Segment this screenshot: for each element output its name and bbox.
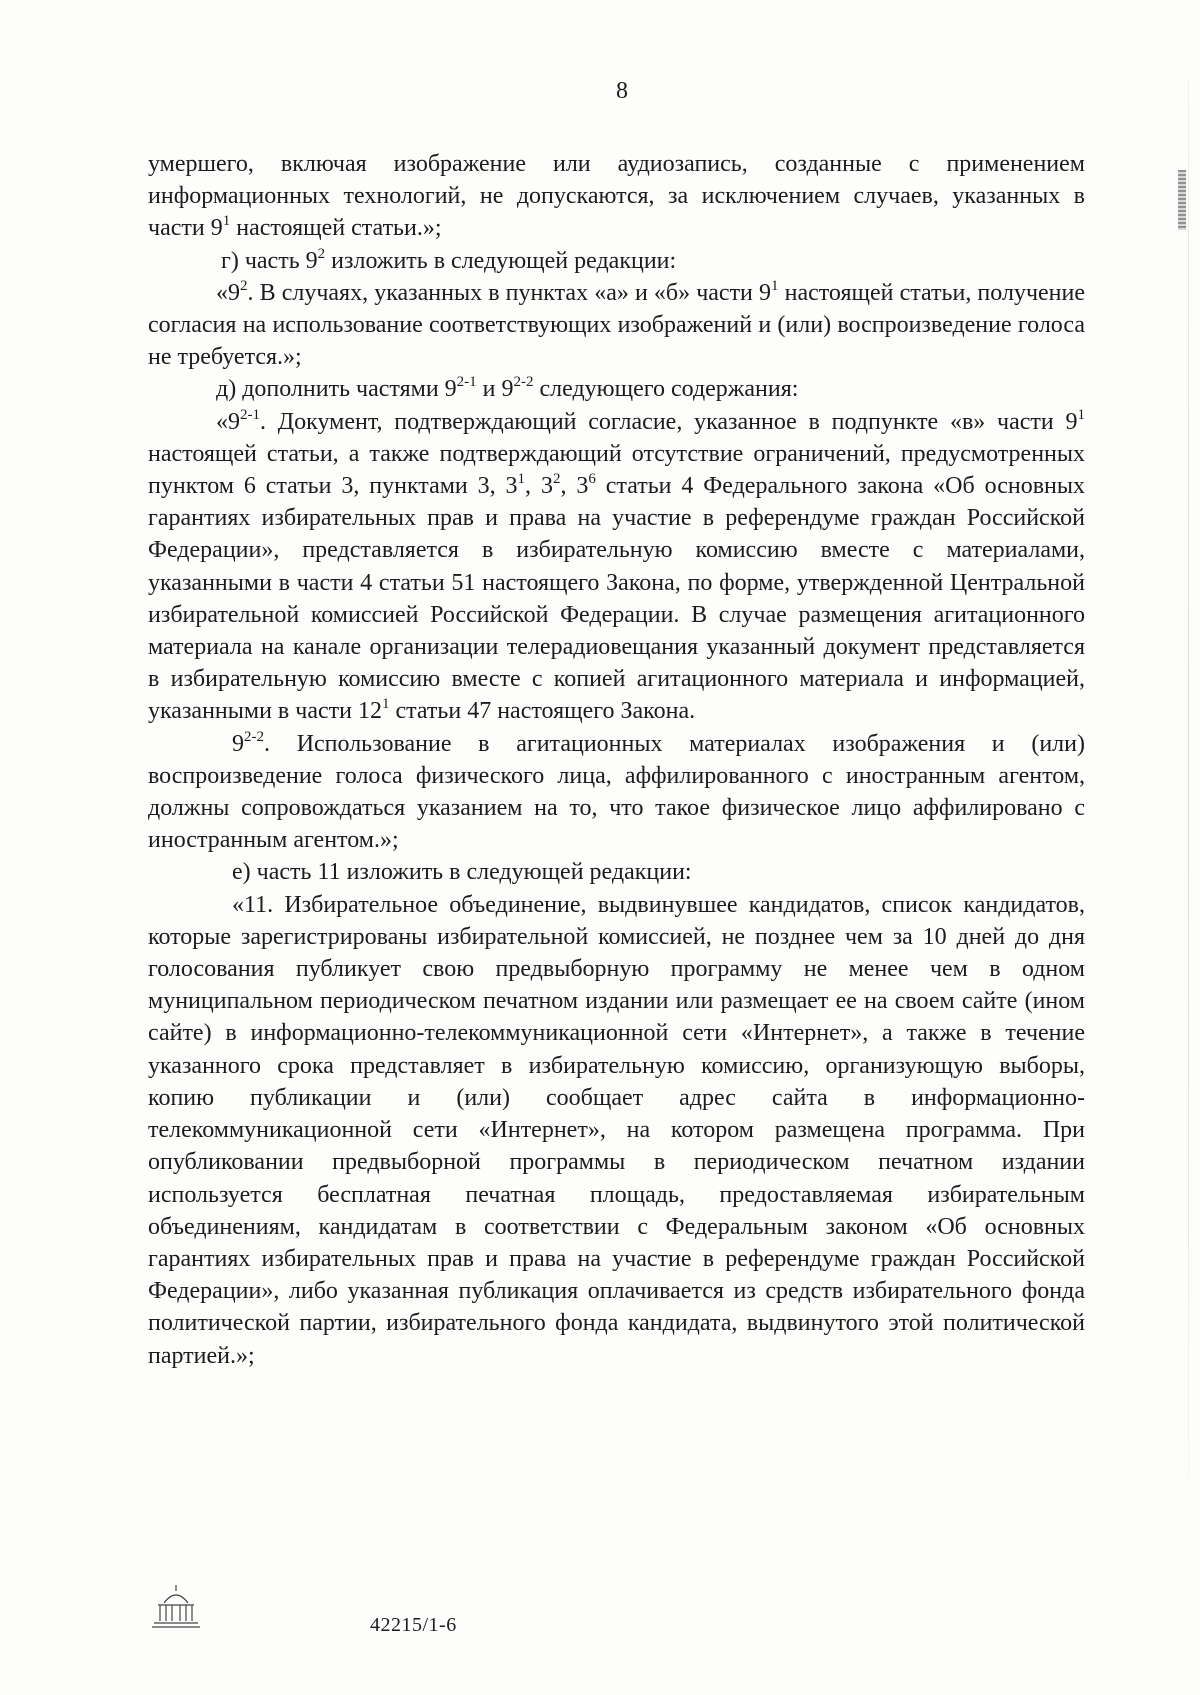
page-number: 8: [616, 78, 628, 104]
document-body: [148, 148, 1085, 1372]
scan-artifact: [1178, 170, 1186, 230]
paragraph-part-9-2-1: «9$^{2-1}$. Документ, подтверждающий согласие, указанное в подпункте «в» части $9^1$ настоящей статьи, а также подтверждающий отсутствие ограничений, предусмотренных пунктом 6 статьи 3, пунктами 3, $3^1$, $3^2$, $3^6$ статьи 4 Федерального закона «Об основных гарантиях избирательных прав и права на участие в референдуме граждан Российской Федерации», представляется в избирательную комиссию вместе с материалами, указанными в части 4 статьи 51 настоящего Закона, по форме, утвержденной Центральной избирательной комиссией Российской Федерации. В случае размещения агитационного материала на канале организации телерадиовещания указанный документ представляется в избирательную комиссию вместе с копией агитационного материала и информацией, указанными в части $12^1$ статьи 47 настоящего Закона.: [148, 406, 1086, 725]
paragraph-item-e: е) часть 11 изложить в следующей редакции:: [232, 859, 692, 886]
paragraph-part-9-2-2: 9$^{2-2}$. Использование в агитационных материалах изображения и (или) воспроизведение голоса физического лица, аффилированного с иностранным агентом, должны сопровождаться указанием на то, что такое физическое лицо аффилировано с иностранным агентом.»;: [148, 728, 1085, 854]
paragraph-item-d: д) дополнить частями 9$^{2-1}$ и 9$^{2-2}$ следующего содержания:: [216, 374, 799, 403]
scan-edge: [1188, 80, 1189, 1480]
paragraph-part-9-2: «$9^2$. В случаях, указанных в пунктах «а» и «б» части $9^1$ настоящей статьи, получение согласия на использование соответствующих изображений и (или) воспроизведение голоса не требуется.»;: [148, 277, 1086, 371]
paragraph-continuation: умершего, включая изображение или аудиозапись, созданные с применением информационных технологий, не допускаются, за исключением случаев, указанных в части $9^1$ настоящей статьи.»;: [148, 151, 1085, 242]
paragraph-item-g: г) часть $9^2$ изложить в следующей редакции:: [221, 245, 677, 274]
duma-building-logo-icon: [150, 1583, 202, 1631]
paragraph-part-11: «11. Избирательное объединение, выдвинувшее кандидатов, список кандидатов, которые зарегистрированы избирательной комиссией, не позднее чем за 10 дней до дня голосования публикует свою предвыборную программу не менее чем в одном муниципальном периодическом печатном издании или размещает ее на своем сайте (ином сайте) в информационно-телекоммуникационной сети «Интернет», а также в течение указанного срока представляет в избирательную комиссию, организующую выборы, копию публикации и (или) сообщает адрес сайта в информационно-телекоммуникационной сети «Интернет», на котором размещена программа. При опубликовании предвыборной программы в периодическом печатном издании используется бесплатная печатная площадь, предоставляемая избирательным объединениям, кандидатам в соответствии с Федеральным законом «Об основных гарантиях избирательных прав и права на участие в референдуме граждан Российской Федерации», либо указанная публикация оплачивается из средств избирательного фонда политической партии, избирательного фонда кандидата, выдвинутого этой политической партией.»;: [148, 891, 1085, 1369]
document-number: 42215/1-6: [370, 1614, 457, 1636]
